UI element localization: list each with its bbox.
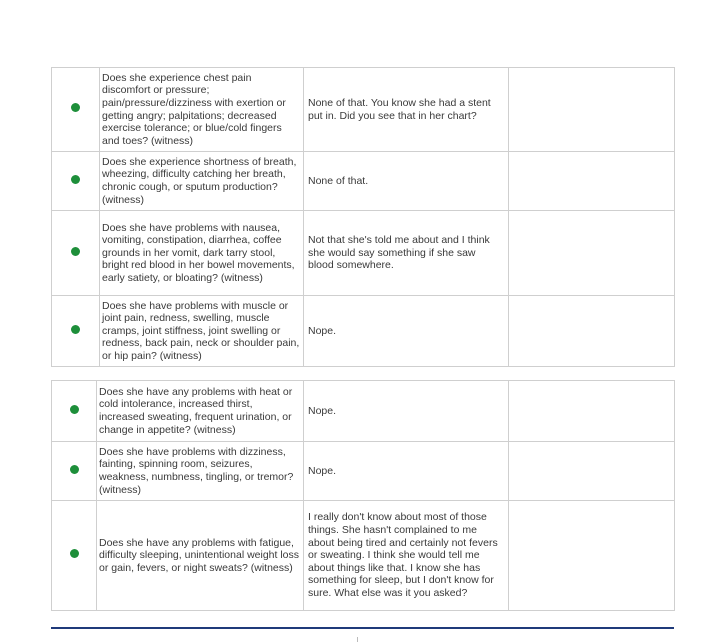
notes-cell [509, 442, 675, 501]
green-dot-icon [71, 247, 80, 256]
bullet-cell [52, 68, 100, 152]
review-of-systems-table-2 [51, 380, 675, 611]
notes-cell [509, 296, 675, 367]
bullet-cell [52, 152, 100, 211]
table-row [52, 211, 675, 296]
notes-cell [509, 381, 675, 442]
question-cell: Does she experience chest pain discomfort or pressure; pain/pressure/dizziness with exertion or getting angry; palpitations; decreased exercise tolerance; or blue/cold fingers and toes? (witness) [100, 68, 304, 152]
table-row [52, 501, 675, 611]
answer-cell: I really don't know about most of those things. She hasn't complained to me about being tired and certainly not fevers or sweating. I think she would tell me about things like that. I know she has something for sleep, but I don't know for sure. What else was it you asked? [304, 501, 509, 611]
green-dot-icon [71, 325, 80, 334]
green-dot-icon [70, 549, 79, 558]
page-tick-mark [357, 637, 358, 642]
notes-cell [509, 501, 675, 611]
question-cell: Does she have problems with dizziness, fainting, spinning room, seizures, weakness, numbness, tingling, or tremor? (witness) [97, 442, 304, 501]
answer-cell: Nope. [304, 296, 509, 367]
bullet-cell [52, 442, 97, 501]
answer-cell: Not that she's told me about and I think she would say something if she saw blood somewhere. [304, 211, 509, 296]
page-divider [51, 627, 674, 629]
table-row [52, 152, 675, 211]
answer-cell: None of that. [304, 152, 509, 211]
question-cell: Does she have problems with nausea, vomiting, constipation, diarrhea, coffee grounds in her vomit, dark tarry stool, bright red blood in her bowel movements, early satiety, or bloating? (witness) [100, 211, 304, 296]
green-dot-icon [70, 465, 79, 474]
answer-cell: None of that. You know she had a stent put in. Did you see that in her chart? [304, 68, 509, 152]
question-cell: Does she experience shortness of breath, wheezing, difficulty catching her breath, chronic cough, or sputum production? (witness) [100, 152, 304, 211]
question-cell: Does she have problems with muscle or joint pain, redness, swelling, muscle cramps, joint stiffness, joint swelling or redness, back pain, neck or shoulder pain, or hip pain? (witness) [100, 296, 304, 367]
answer-cell: Nope. [304, 381, 509, 442]
notes-cell [509, 211, 675, 296]
question-cell: Does she have any problems with fatigue, difficulty sleeping, unintentional weight loss or gain, fevers, or night sweats? (witness) [97, 501, 304, 611]
bullet-cell [52, 211, 100, 296]
table-row [52, 296, 675, 367]
table-row [52, 442, 675, 501]
table-row [52, 381, 675, 442]
green-dot-icon [71, 175, 80, 184]
bullet-cell [52, 296, 100, 367]
review-of-systems-table-1 [51, 67, 675, 367]
bullet-cell [52, 501, 97, 611]
green-dot-icon [70, 405, 79, 414]
answer-cell: Nope. [304, 442, 509, 501]
bullet-cell [52, 381, 97, 442]
notes-cell [509, 152, 675, 211]
table-row [52, 68, 675, 152]
notes-cell [509, 68, 675, 152]
green-dot-icon [71, 103, 80, 112]
question-cell: Does she have any problems with heat or cold intolerance, increased thirst, increased sweating, frequent urination, or change in appetite? (witness) [97, 381, 304, 442]
